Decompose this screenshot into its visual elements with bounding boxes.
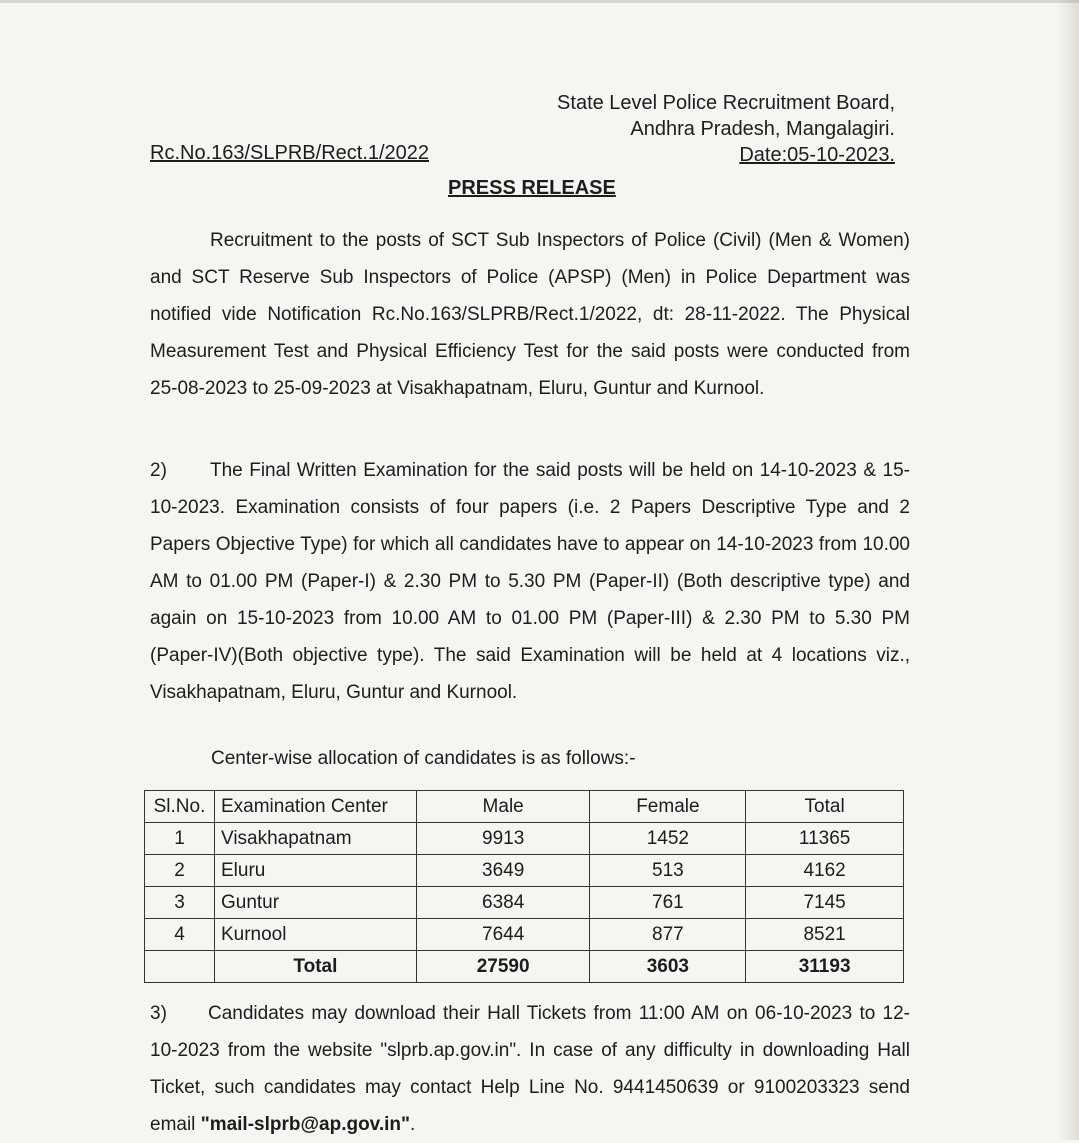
cell-total-blank <box>145 951 215 983</box>
cell-female: 1452 <box>590 823 746 855</box>
header-center: Examination Center <box>214 791 416 823</box>
page-top-edge <box>0 0 1079 3</box>
cell-center: Kurnool <box>214 919 416 951</box>
org-location: Andhra Pradesh, Mangalagiri. <box>630 118 895 140</box>
cell-male: 6384 <box>416 887 590 919</box>
paragraph-1: Recruitment to the posts of SCT Sub Inspectors of Police (Civil) (Men & Women) and SCT Reserve Sub Inspectors of Police (APSP) (Men) in Police Department was notified vide Notification Rc.No.163/SLPRB/Rect.1/2022, dt: 28-11-2022. The Physical Measurement Test and Physical Efficiency Test for the said posts were conducted from 25-08-2023 to 25-09-2023 at Visakhapatnam, Eluru, Guntur and Kurnool. <box>150 230 910 399</box>
paragraph-3-text: Candidates may download their Hall Tickets from 11:00 AM on 06-10-2023 to 12-10-2023 from the website "slprb.ap.gov.in". In case of any difficulty in downloading Hall Ticket, such candidates may contact Help Line No. 9441450639 or 9100203323 send email <box>150 1003 910 1135</box>
header-total: Total <box>746 791 904 823</box>
paragraph-2-number: 2) <box>150 460 167 481</box>
paragraph-2-text: The Final Written Examination for the said posts will be held on 14-10-2023 & 15-10-2023. Examination consists of four papers (i.e. 2 Papers Descriptive Type and 2 Papers Objective Type) for which all candidates have to appear on 14-10-2023 from 10.00 AM to 01.00 PM (Paper-I) & 2.30 PM to 5.30 PM (Paper-II) (Both descriptive type) and again on 15-10-2023 from 10.00 AM to 01.00 PM (Paper-III) & 2.30 PM to 5.30 PM (Paper-IV)(Both objective type). The said Examination will be held at 4 locations viz., Visakhapatnam, Eluru, Guntur and Kurnool. <box>150 460 910 703</box>
cell-total-female: 3603 <box>590 951 746 983</box>
org-name: State Level Police Recruitment Board, <box>557 92 895 114</box>
table-row <box>145 919 904 951</box>
table-row <box>145 855 904 887</box>
header-male: Male <box>416 791 590 823</box>
header-female: Female <box>590 791 746 823</box>
letterhead <box>470 90 895 168</box>
cell-total: 7145 <box>746 887 904 919</box>
cell-total-male: 27590 <box>416 951 590 983</box>
cell-male: 7644 <box>416 919 590 951</box>
paragraph-3-number: 3) <box>150 1003 167 1024</box>
cell-center: Guntur <box>214 887 416 919</box>
cell-total-label: Total <box>214 951 416 983</box>
cell-grand-total: 31193 <box>746 951 904 983</box>
cell-slno: 2 <box>145 855 215 887</box>
table-row <box>145 887 904 919</box>
cell-slno: 3 <box>145 887 215 919</box>
cell-female: 877 <box>590 919 746 951</box>
cell-female: 513 <box>590 855 746 887</box>
cell-total: 11365 <box>746 823 904 855</box>
paragraph-3 <box>150 995 910 1143</box>
release-date: Date:05-10-2023. <box>739 144 895 166</box>
table-header-row <box>145 791 904 823</box>
reference-number: Rc.No.163/SLPRB/Rect.1/2022 <box>150 142 430 164</box>
page-right-shadow <box>1057 0 1079 1140</box>
cell-male: 9913 <box>416 823 590 855</box>
table-row <box>145 823 904 855</box>
cell-slno: 1 <box>145 823 215 855</box>
cell-female: 761 <box>590 887 746 919</box>
cell-slno: 4 <box>145 919 215 951</box>
cell-total: 8521 <box>746 919 904 951</box>
paragraph-3-end: . <box>410 1114 416 1135</box>
header-slno: Sl.No. <box>145 791 215 823</box>
table-total-row <box>145 951 904 983</box>
allocation-intro: Center-wise allocation of candidates is as follows:- <box>211 748 636 769</box>
cell-total: 4162 <box>746 855 904 887</box>
allocation-table <box>144 790 904 983</box>
cell-center: Eluru <box>214 855 416 887</box>
cell-center: Visakhapatnam <box>214 823 416 855</box>
cell-male: 3649 <box>416 855 590 887</box>
contact-email: "mail-slprb@ap.gov.in" <box>200 1114 411 1135</box>
paragraph-2 <box>150 452 910 711</box>
page-title: PRESS RELEASE <box>448 177 616 199</box>
